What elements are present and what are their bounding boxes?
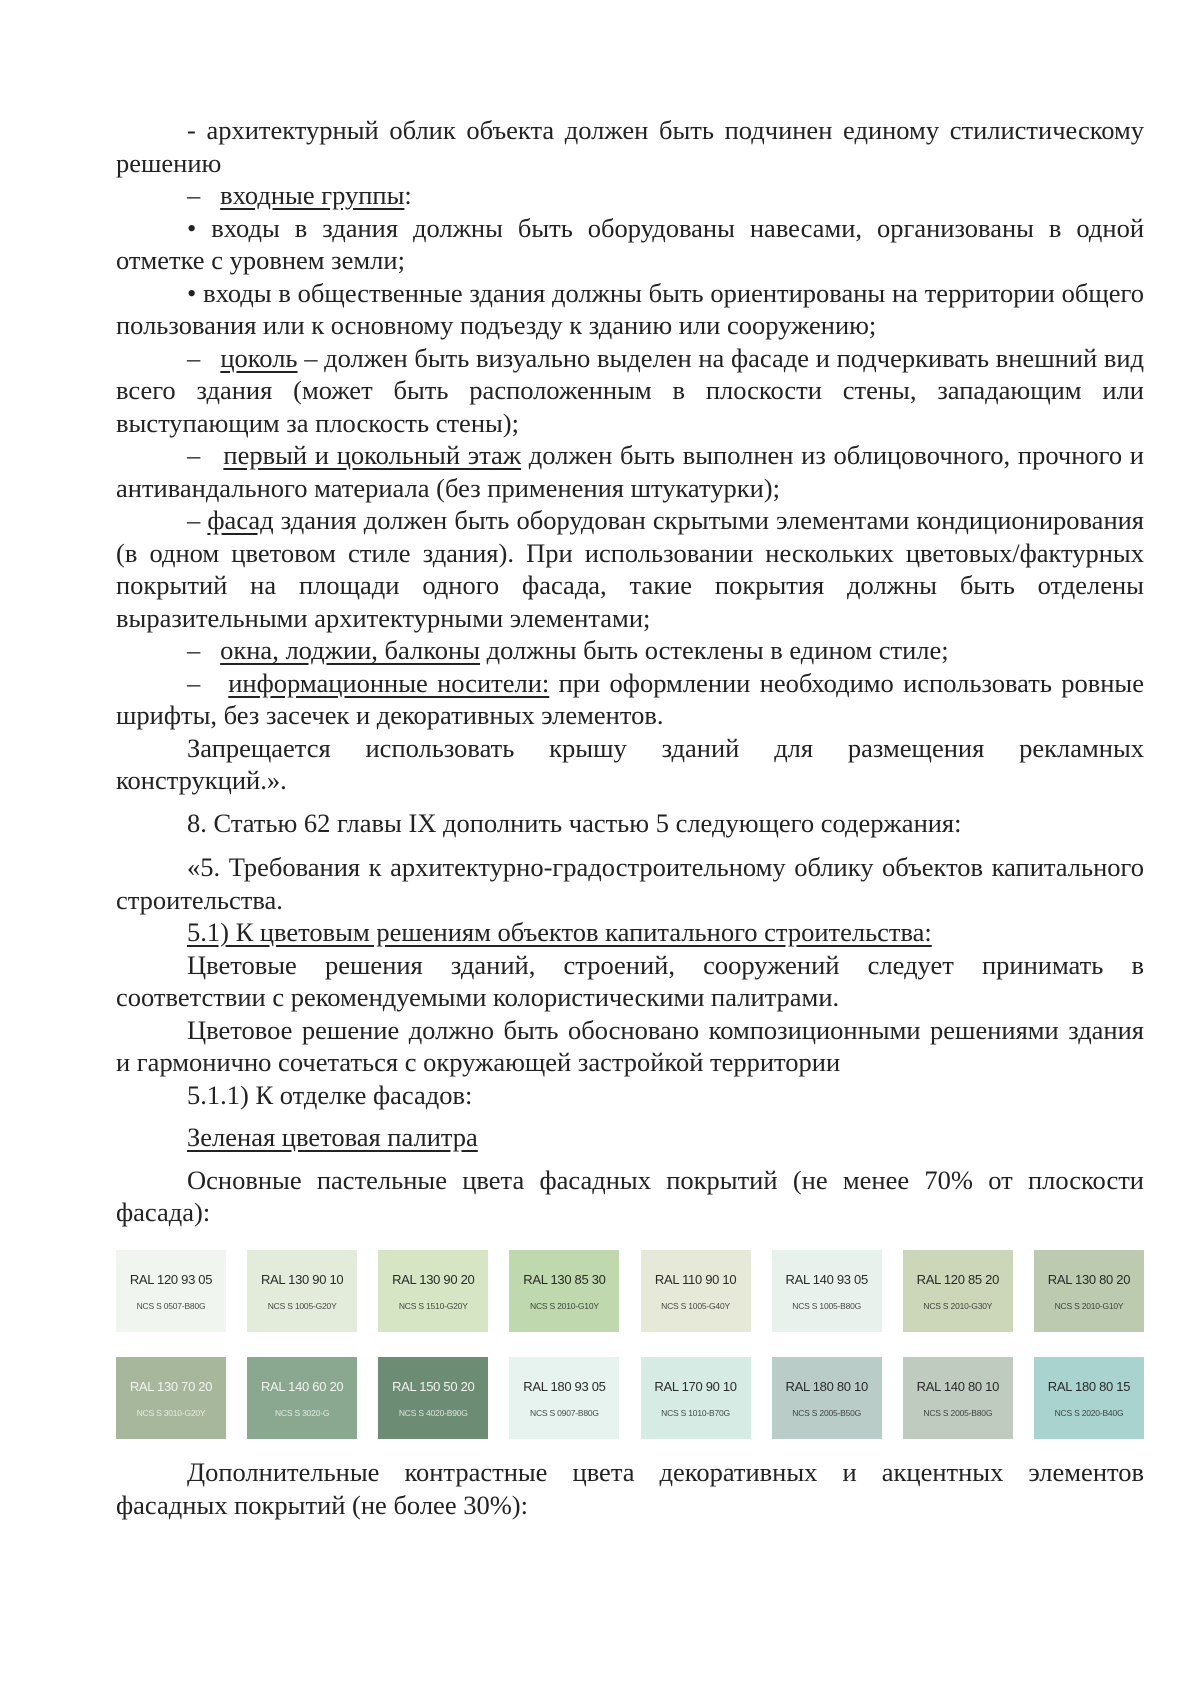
paragraph-architectural-look: - архитектурный облик объекта должен быть подчинен единому стилистическому решению — [116, 115, 1144, 178]
document-body — [116, 114, 1144, 1229]
ral-code: RAL 130 80 20 — [1047, 1271, 1131, 1287]
ncs-code: NCS S 0507-B80G — [136, 1300, 206, 1311]
paragraph-color-justified: Цветовое решение должно быть обосновано композиционными решениями здания и гармонично сочетаться с окружающей застройкой территории — [116, 1014, 1144, 1077]
ncs-code: NCS S 2010-G10Y — [1054, 1300, 1124, 1311]
paragraph-facade-finishing: 5.1.1) К отделке фасадов: — [187, 1079, 473, 1110]
palette-row-1 — [116, 1250, 1144, 1332]
term-first-floor: первый и цокольный этаж — [223, 440, 522, 470]
ncs-code: NCS S 0907-B80G — [530, 1407, 599, 1418]
color-swatch — [903, 1250, 1013, 1332]
color-swatch — [247, 1250, 357, 1332]
dash: – — [187, 667, 201, 698]
paragraph-green-palette — [116, 1121, 1144, 1154]
color-swatch — [641, 1357, 751, 1439]
color-swatch — [509, 1250, 619, 1332]
term-entrance-groups: входные группы — [220, 180, 405, 210]
paragraph-first-floor — [116, 439, 1144, 504]
ncs-code: NCS S 3010-G20Y — [136, 1407, 206, 1418]
paragraph-color-palettes: Цветовые решения зданий, строений, сооружений следует принимать в соответствии с рекомендуемыми колористическими палитрами. — [116, 949, 1144, 1012]
ncs-code: NCS S 1005-G40Y — [661, 1300, 730, 1311]
paragraph-text: должен быть выполнен из облицовочного, прочного и антивандального материала (без применения штукатурки); — [116, 440, 1144, 503]
ncs-code: NCS S 4020-B90G — [398, 1407, 468, 1418]
color-swatch — [116, 1250, 226, 1332]
paragraph-entrance-groups — [116, 179, 1144, 212]
color-swatch — [378, 1357, 488, 1439]
paragraph-info-carriers — [116, 667, 1144, 732]
color-swatch — [772, 1250, 882, 1332]
ncs-code: NCS S 2005-B80G — [923, 1407, 993, 1418]
color-swatch — [509, 1357, 619, 1439]
dash: – — [187, 440, 201, 470]
heading-green-palette: Зеленая цветовая палитра — [187, 1122, 478, 1152]
ral-code: RAL 140 80 10 — [916, 1378, 1000, 1394]
color-swatch — [772, 1357, 882, 1439]
paragraph-text: : — [404, 180, 412, 210]
color-swatch — [641, 1250, 751, 1332]
ral-code: RAL 120 93 05 — [129, 1271, 213, 1287]
dash: – — [187, 180, 201, 210]
ncs-code: NCS S 2010-G10Y — [530, 1300, 599, 1311]
paragraph-color-solutions-heading — [116, 916, 1144, 949]
paragraph-roof-prohibition: Запрещается использовать крышу зданий для размещения рекламных конструкций.». — [116, 732, 1144, 795]
ral-code: RAL 130 90 10 — [260, 1271, 344, 1287]
ral-code: RAL 120 85 20 — [916, 1271, 1000, 1287]
paragraph-additional-colors: Дополнительные контрастные цвета декоративных и акцентных элементов фасадных покрытий (не более 30%): — [116, 1457, 1144, 1520]
color-swatch — [1034, 1250, 1144, 1332]
ral-code: RAL 130 90 20 — [392, 1271, 475, 1287]
ral-code: RAL 150 50 20 — [392, 1378, 475, 1394]
term-windows: окна, лоджии, балконы — [220, 635, 481, 665]
color-swatch — [1034, 1357, 1144, 1439]
paragraph-windows — [116, 634, 1144, 667]
paragraph-text: должны быть остеклены в едином стиле; — [480, 635, 949, 665]
ral-code: RAL 130 70 20 — [129, 1378, 213, 1394]
dash: – — [187, 342, 201, 373]
ncs-code: NCS S 1005-B80G — [792, 1300, 862, 1311]
dash: – — [187, 505, 201, 535]
paragraph-text: здания должен быть оборудован скрытыми элементами кондиционирования (в одном цветовом стиле здания). При использовании нескольких цветовых/фактурных покрытий на площади одного фасада, такие покрытия должны быть отделены выразительными архитектурными элементами; — [116, 505, 1145, 633]
ral-code: RAL 140 93 05 — [785, 1271, 868, 1287]
paragraph-public-entrances: • входы в общественные здания должны быть ориентированы на территории общего пользования или к основному подъезду к зданию или сооружению; — [116, 277, 1144, 340]
ral-code: RAL 180 80 10 — [785, 1378, 868, 1394]
dash: – — [187, 635, 201, 665]
paragraph-main-colors: Основные пастельные цвета фасадных покрытий (не менее 70% от плоскости фасада): — [116, 1164, 1144, 1227]
color-swatch — [903, 1357, 1013, 1439]
color-swatch — [247, 1357, 357, 1439]
ral-code: RAL 170 90 10 — [654, 1378, 737, 1394]
paragraph-entrances-canopies: • входы в здания должны быть оборудованы навесами, организованы в одной отметке с уровнем земли; — [116, 212, 1144, 275]
color-swatch — [116, 1357, 226, 1439]
term-facade: фасад — [207, 505, 274, 535]
ral-code: RAL 140 60 20 — [260, 1378, 344, 1394]
paragraph-plinth — [116, 342, 1144, 440]
paragraph-requirements: «5. Требования к архитектурно-градостроительному облику объектов капитального строительства. — [116, 852, 1144, 915]
ncs-code: NCS S 2020-B40G — [1054, 1407, 1124, 1418]
paragraph-article-62: 8. Статью 62 главы IX дополнить частью 5 следующего содержания: — [187, 807, 962, 838]
color-swatch — [378, 1250, 488, 1332]
ncs-code: NCS S 1510-G20Y — [398, 1300, 468, 1311]
ncs-code: NCS S 1005-G20Y — [267, 1300, 337, 1311]
term-plinth: цоколь — [220, 342, 298, 373]
paragraph-facade — [116, 504, 1144, 634]
ncs-code: NCS S 3020-G — [274, 1407, 330, 1418]
ral-code: RAL 110 90 10 — [654, 1271, 737, 1287]
color-palette — [116, 1250, 1144, 1439]
term-info-carriers: информационные носители: — [228, 667, 550, 698]
paragraph-text: – должен быть визуально выделен на фасаде и подчеркивать внешний вид всего здания (может быть расположенным в плоскости стены, западающим или выступающим за плоскость стены); — [116, 342, 1145, 438]
ncs-code: NCS S 1010-B70G — [661, 1407, 730, 1418]
ral-code: RAL 130 85 30 — [523, 1271, 606, 1287]
document-body-continued — [116, 1456, 1144, 1521]
heading-color-solutions: 5.1) К цветовым решениям объектов капитального строительства: — [187, 917, 932, 947]
ral-code: RAL 180 80 15 — [1047, 1378, 1131, 1394]
ncs-code: NCS S 2010-G30Y — [923, 1300, 993, 1311]
palette-row-2 — [116, 1357, 1144, 1439]
ncs-code: NCS S 2005-B50G — [792, 1407, 862, 1418]
paragraph-text: при оформлении необходимо использовать ровные шрифты, без засечек и декоративных элементов. — [116, 667, 1145, 730]
ral-code: RAL 180 93 05 — [523, 1378, 606, 1394]
